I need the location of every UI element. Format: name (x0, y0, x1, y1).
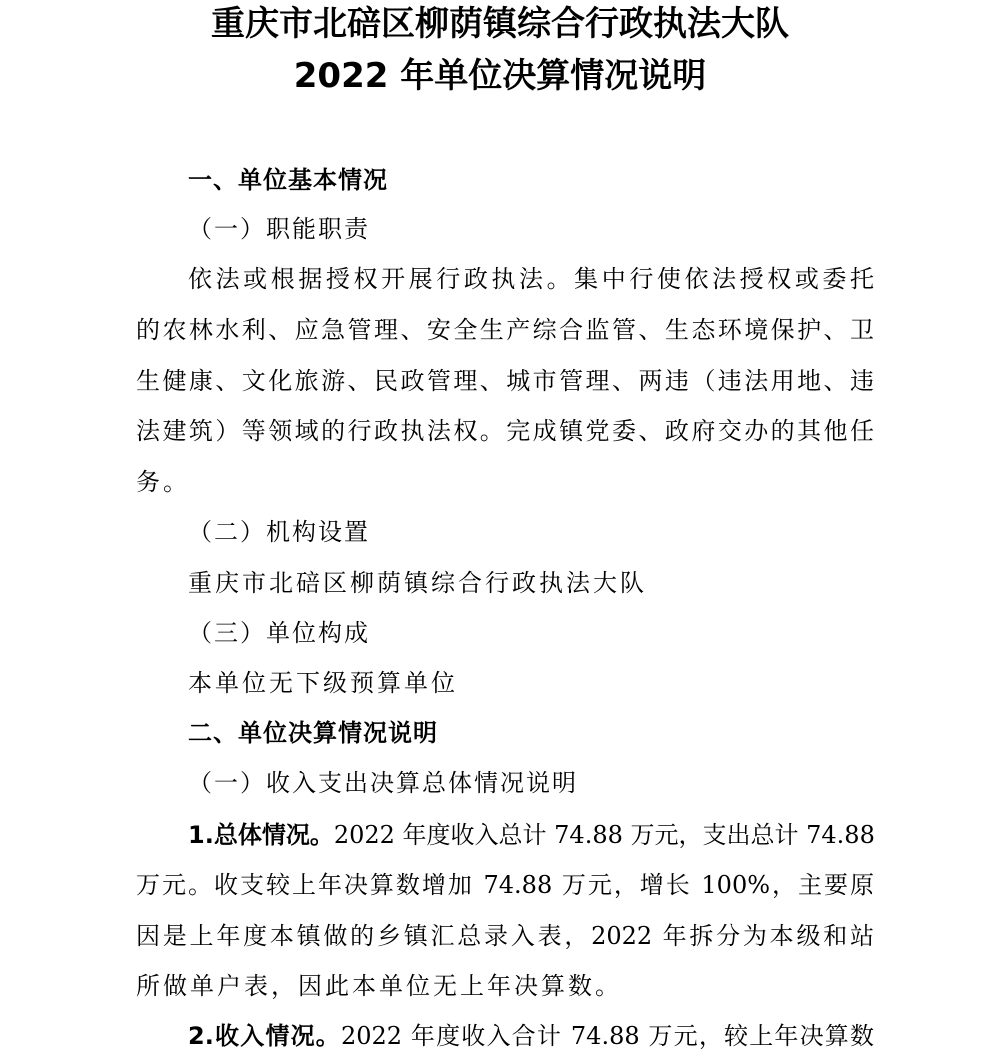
document-title-line2: 2022 年单位决算情况说明 (293, 56, 707, 96)
paragraph-line: 因是上年度本镇做的乡镇汇总录入表，2022 年拆分为本级和站 (136, 922, 874, 950)
paragraph-line (188, 1019, 874, 1053)
para-text: 2022 年度收入总计 74.88 万元，支出总计 74.88 (333, 821, 875, 849)
section1-sub1-heading: （一）职能职责 (188, 215, 370, 243)
paragraph-line: 务。 (136, 468, 190, 496)
para-lead-overall: 1.总体情况。 (188, 821, 334, 849)
organization-name: 重庆市北碚区柳荫镇综合行政执法大队 (188, 569, 647, 597)
section1-sub3-heading: （三）单位构成 (188, 619, 370, 647)
para-text: 2022 年度收入合计 74.88 万元，较上年决算数 (341, 1022, 874, 1050)
section1-sub2-heading: （二）机构设置 (188, 518, 370, 546)
document-title-line1: 重庆市北碚区柳荫镇综合行政执法大队 (211, 4, 789, 44)
section2-heading: 二、单位决算情况说明 (188, 719, 438, 747)
paragraph-line: 所做单户表，因此本单位无上年决算数。 (136, 972, 622, 1000)
paragraph-line: 依法或根据授权开展行政执法。集中行使依法授权或委托 (188, 265, 874, 293)
section2-sub1-heading: （一）收入支出决算总体情况说明 (188, 769, 578, 797)
paragraph-line (188, 818, 874, 852)
unit-composition-text: 本单位无下级预算单位 (188, 669, 458, 697)
section1-heading: 一、单位基本情况 (188, 166, 388, 194)
paragraph-line: 的农林水利、应急管理、安全生产综合监管、生态环境保护、卫 (136, 316, 874, 344)
paragraph-line: 法建筑）等领域的行政执法权。完成镇党委、政府交办的其他任 (136, 417, 874, 445)
paragraph-line: 万元。收支较上年决算数增加 74.88 万元，增长 100%，主要原 (136, 871, 874, 899)
paragraph-line: 生健康、文化旅游、民政管理、城市管理、两违（违法用地、违 (136, 367, 874, 395)
para-lead-income: 2.收入情况。 (188, 1022, 341, 1050)
